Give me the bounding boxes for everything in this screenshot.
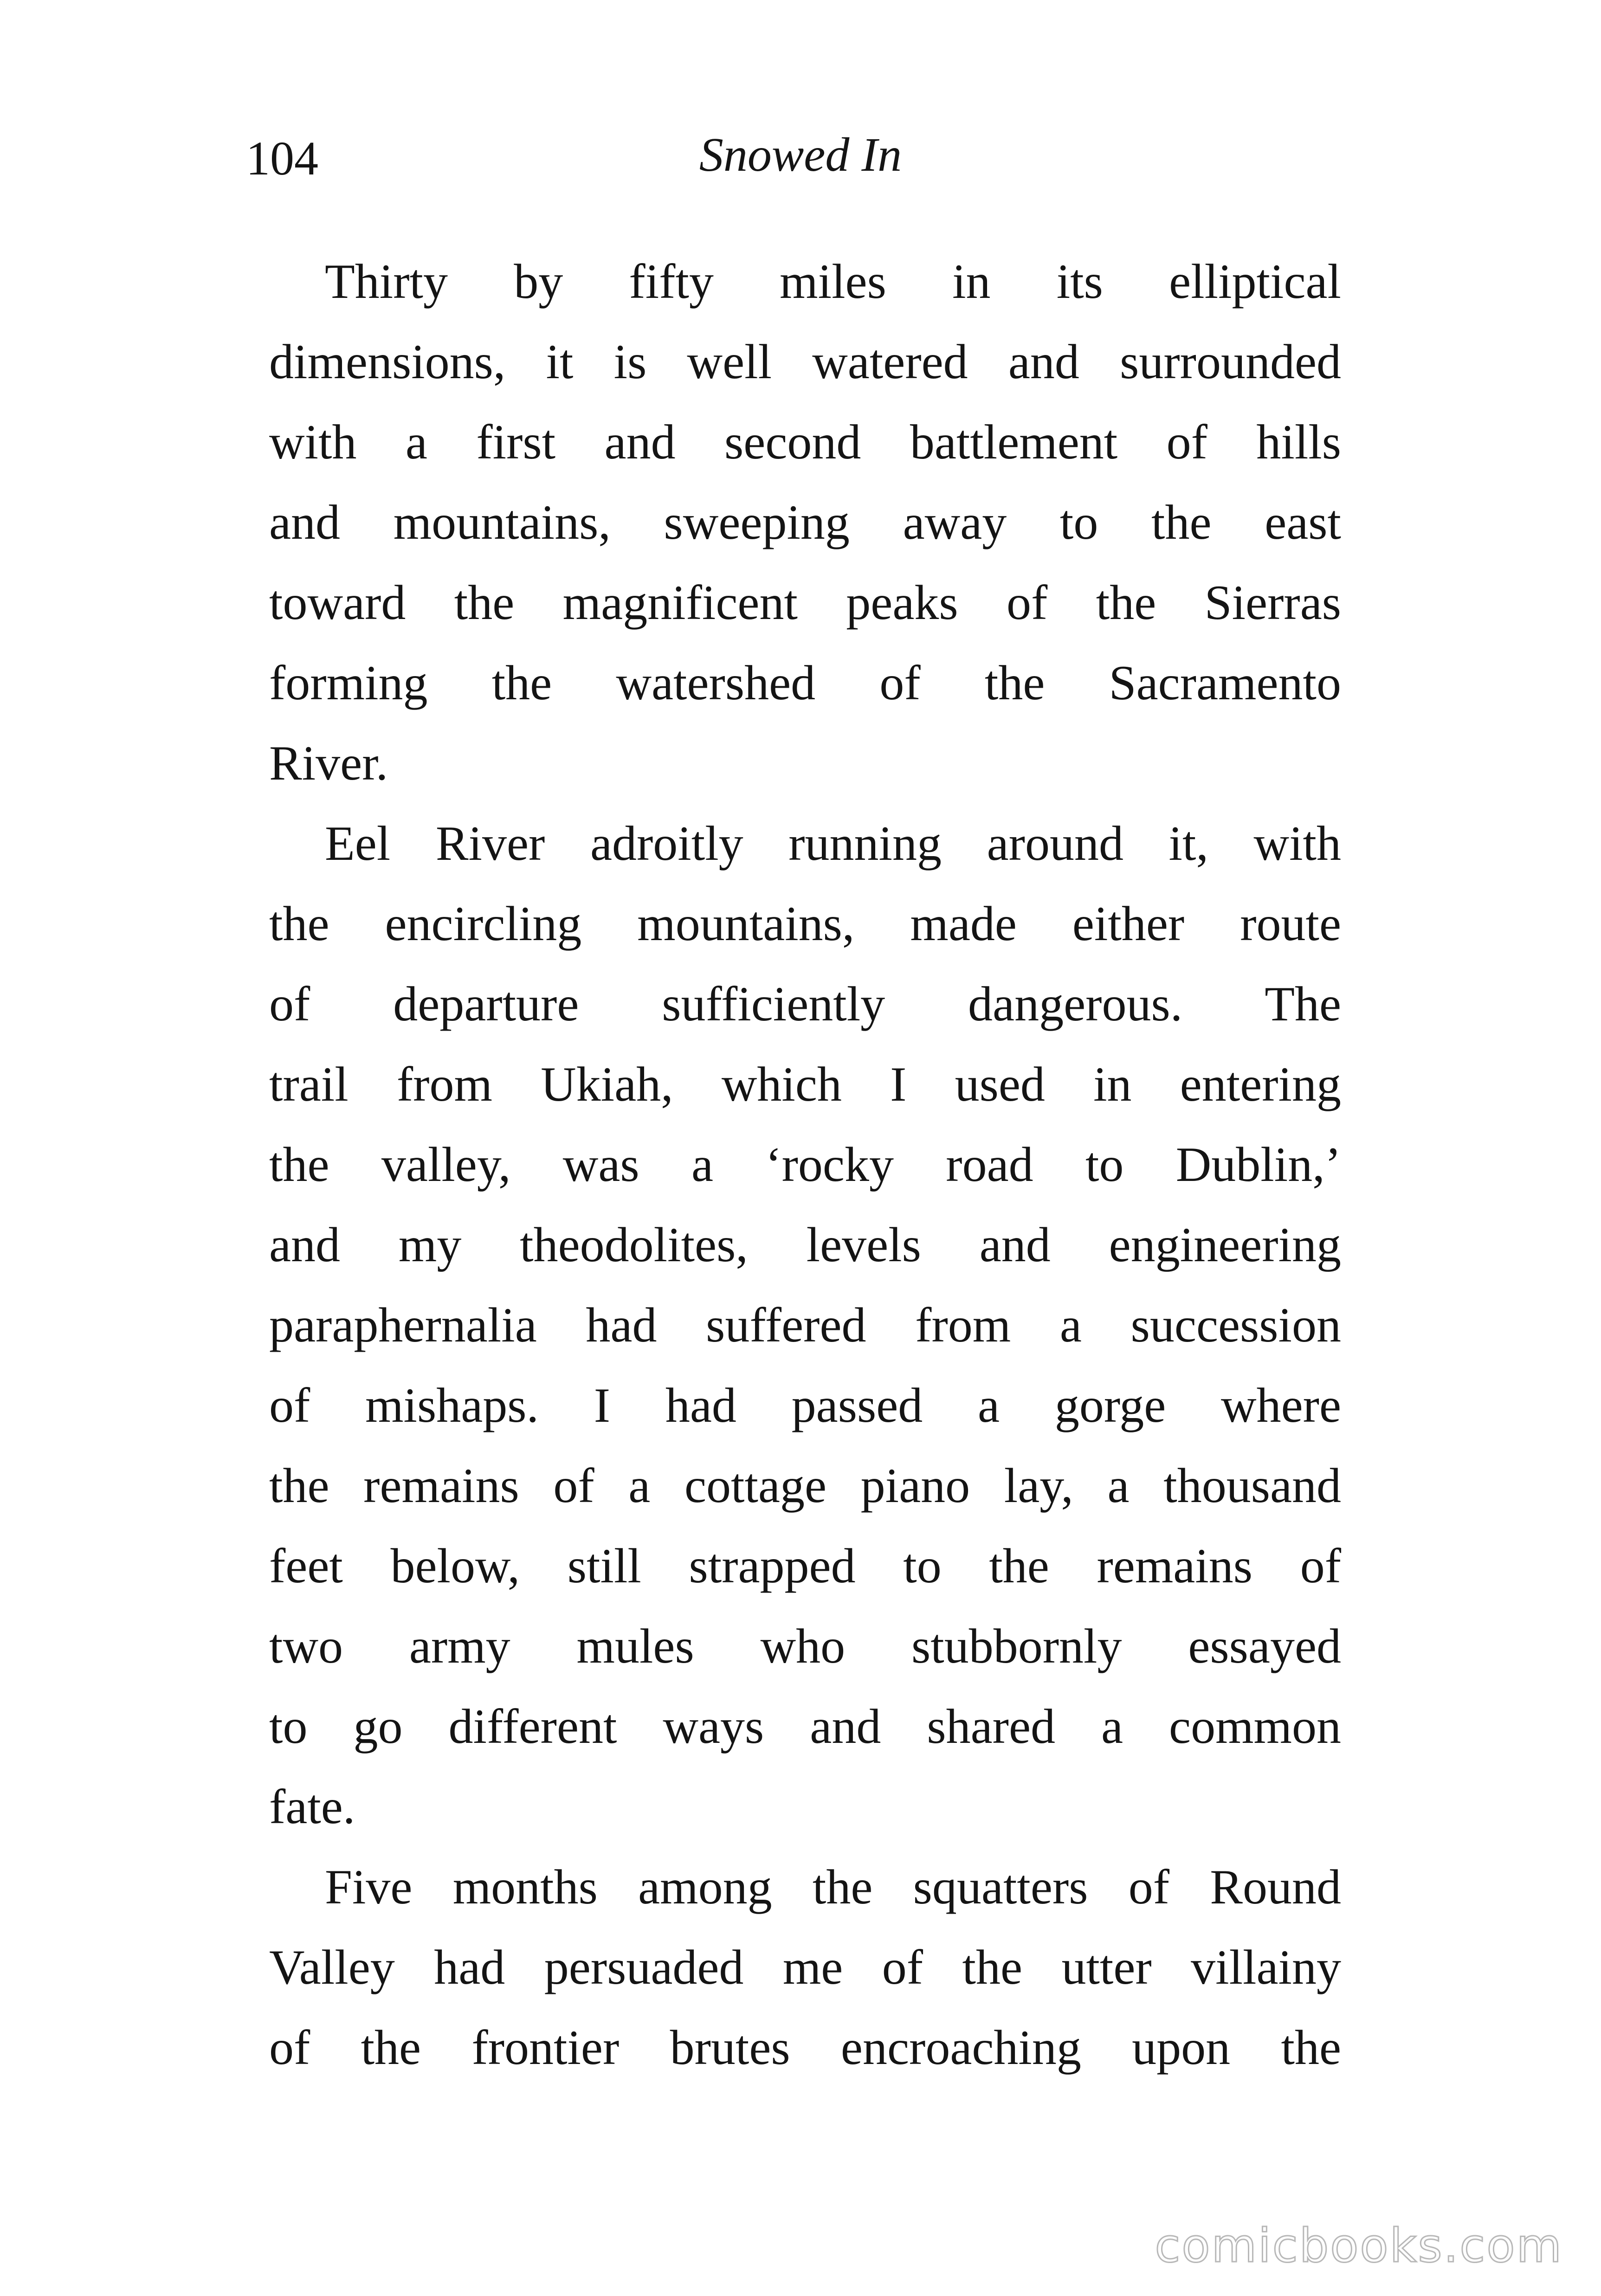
text-line: Five months among the squatters of Round [325,1860,1341,1914]
text-line: the remains of a cottage piano lay, a thousand [269,1458,1341,1513]
text-line: Eel River adroitly running around it, with [325,816,1341,871]
text-line: of mishaps. I had passed a gorge where [269,1378,1341,1432]
paragraph-2 [269,803,1341,1847]
text-line: to go different ways and shared a common [269,1699,1341,1754]
text-line: two army mules who stubbornly essayed [269,1619,1341,1673]
body-text [269,241,1341,2088]
text-line: of the frontier brutes encroaching upon the [269,2020,1341,2075]
text-line: and mountains, sweeping away to the east [269,495,1341,549]
paragraph-1 [269,241,1341,803]
text-line: trail from Ukiah, which I used in entering [269,1057,1341,1111]
page-number: 104 [246,132,318,185]
text-line: toward the magnificent peaks of the Sierras [269,575,1341,630]
text-line: paraphernalia had suffered from a succession [269,1298,1341,1352]
text-line: forming the watershed of the Sacramento [269,656,1341,710]
text-line: the encircling mountains, made either route [269,896,1341,951]
text-line: River. [269,736,388,790]
text-line: Thirty by fifty miles in its elliptical [325,254,1341,309]
paragraph-3 [269,1847,1341,2088]
text-line: with a first and second battlement of hills [269,415,1341,469]
text-line: the valley, was a ‘rocky road to Dublin,’ [269,1137,1341,1192]
text-line: dimensions, it is well watered and surrounded [269,335,1341,389]
text-line: Valley had persuaded me of the utter villainy [269,1940,1341,1994]
watermark-logo: comicbooks.com [1155,2219,1563,2273]
text-line: feet below, still strapped to the remains of [269,1539,1341,1593]
text-line: of departure sufficiently dangerous. The [269,977,1341,1031]
text-line: and my theodolites, levels and engineering [269,1218,1341,1272]
text-line: fate. [269,1780,355,1834]
running-title: Snowed In [699,128,902,181]
